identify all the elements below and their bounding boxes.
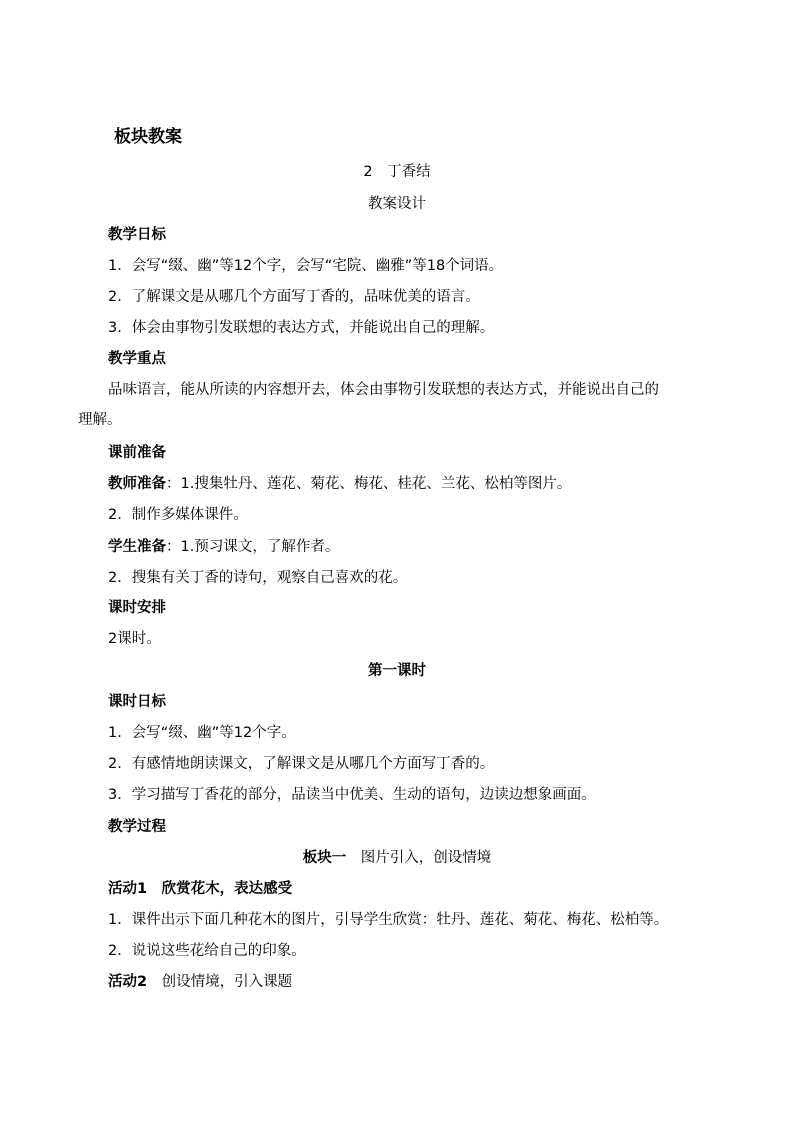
activity2-text: 创设情境，引入课题 [147,974,293,990]
first-lesson-title: 第一课时 [368,663,426,679]
focus-heading: 教学重点 [108,351,166,367]
lesson-goals-heading: 课时日标 [108,694,166,710]
focus-text: 品味语言，能从所读的内容想开去，体会由事物引发联想的表达方式，并能说出自己的 [108,382,659,398]
goals-heading: 教学日标 [108,227,166,243]
teacher-prep-text: ：1.搜集牡丹、莲花、菊花、梅花、桂花、兰花、松柏等图片。 [166,476,572,492]
activity2-label: 活动2 [108,974,148,990]
student-prep-item: 2．搜集有关丁香的诗句，观察自己喜欢的花。 [108,570,408,586]
lesson-goal-item: 2．有感情地朗读课文，了解课文是从哪几个方面写丁香的。 [108,756,495,772]
student-prep-label: 学生准备 [108,539,166,555]
process-heading: 教学过程 [108,819,166,835]
activity1-item: 2．说说这些花给自己的印象。 [108,943,306,959]
prep-heading: 课前准备 [108,445,166,461]
activity1-label: 活动1 [108,881,148,897]
focus-text-continued: 理解。 [78,412,122,428]
student-prep-text: ：1.预习课文，了解作者。 [166,539,340,555]
block1-text: 图片引入，创设情境 [346,850,492,866]
block1-label: 板块一 [302,850,347,866]
teacher-prep-label: 教师准备 [108,476,166,492]
lesson-goal-item: 1．会写“缀、幽”等12个字。 [108,725,296,741]
design-title: 教案设计 [368,196,426,212]
teacher-prep [108,474,571,494]
page-heading: 板块教案 [114,127,182,147]
schedule-text: 2课时。 [108,631,161,647]
goal-item: 3．体会由事物引发联想的表达方式，并能说出自己的理解。 [108,320,495,336]
activity1-title [108,879,292,899]
schedule-heading: 课时安排 [108,600,166,616]
student-prep [108,537,339,557]
block1-title [0,848,794,868]
lesson-title: 2 丁香结 [363,164,431,180]
activity1-item: 1．课件出示下面几种花木的图片，引导学生欣赏：牡丹、莲花、菊花、梅花、松柏等。 [108,912,669,928]
lesson-goal-item: 3．学习描写丁香花的部分，品读当中优美、生动的语句，边读边想象画面。 [108,787,596,803]
teacher-prep-item: 2．制作多媒体课件。 [108,507,248,523]
goal-item: 1．会写“缀、幽”等12个字，会写“宅院、幽雅”等18个词语。 [108,258,504,274]
goal-item: 2．了解课文是从哪几个方面写丁香的，品味优美的语言。 [108,289,480,305]
activity2-title [108,972,292,992]
activity1-text: 欣赏花木，表达感受 [147,881,293,897]
